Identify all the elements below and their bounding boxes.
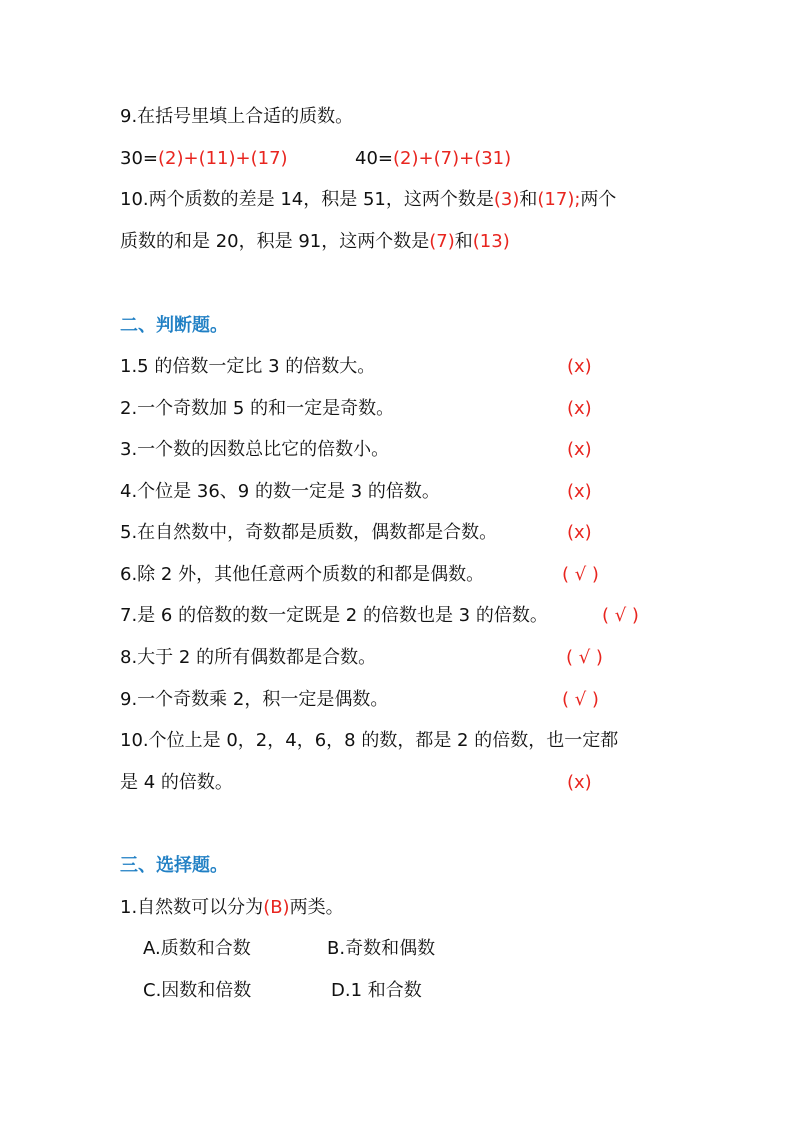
q10-text-a: 10.两个质数的差是 14，积是 51，这两个数是 <box>120 189 494 210</box>
judgement-item-4: 4.个位是 36、9 的数一定是 3 的倍数。 <box>120 481 440 502</box>
eq2-answer: (2)+(7)+(31) <box>393 148 512 169</box>
eq1-left: 30= <box>120 148 158 169</box>
q10-answer-3: (7) <box>429 231 455 252</box>
q10-text-c: 质数的和是 20，积是 91，这两个数是 <box>120 231 430 252</box>
choice-option-c: C.因数和倍数 <box>143 980 252 1001</box>
judgement-answer-5: (x) <box>567 522 592 543</box>
judgement-item-10-line1: 10.个位上是 0，2，4，6，8 的数，都是 2 的倍数，也一定都 <box>120 730 619 751</box>
q10-and-2: 和 <box>454 231 473 252</box>
question-9-text: 9.在括号里填上合适的质数。 <box>120 106 354 127</box>
choice-heading: 三、选择题。 <box>120 855 228 876</box>
choice-option-a: A.质数和合数 <box>143 938 251 959</box>
judgement-answer-9: ( √ ) <box>562 689 599 710</box>
judgement-item-3: 3.一个数的因数总比它的倍数小。 <box>120 439 390 460</box>
choice-q1-text-a: 1.自然数可以分为 <box>120 897 264 918</box>
judgement-item-8: 8.大于 2 的所有偶数都是合数。 <box>120 647 377 668</box>
question-10-line1 <box>120 188 616 212</box>
choice-option-b: B.奇数和偶数 <box>327 938 436 959</box>
judgement-item-1: 1.5 的倍数一定比 3 的倍数大。 <box>120 356 376 377</box>
judgement-answer-1: (x) <box>567 356 592 377</box>
judgement-answer-7: ( √ ) <box>602 605 639 626</box>
q10-answer-1: (3) <box>493 189 520 210</box>
judgement-answer-4: (x) <box>567 481 592 502</box>
choice-q1-answer: (B) <box>263 897 290 918</box>
choice-option-d: D.1 和合数 <box>331 980 422 1001</box>
q10-answer-4: (13) <box>472 231 510 252</box>
eq1-answer: (2)+(11)+(17) <box>158 148 288 169</box>
judgement-answer-2: (x) <box>567 398 592 419</box>
judgement-item-6: 6.除 2 外，其他任意两个质数的和都是偶数。 <box>120 564 485 585</box>
judgement-item-10-line2: 是 4 的倍数。 <box>120 772 233 793</box>
judgement-answer-8: ( √ ) <box>566 647 603 668</box>
question-9-equations <box>120 147 511 171</box>
q10-text-b: 两个 <box>580 189 617 210</box>
judgement-item-2: 2.一个奇数加 5 的和一定是奇数。 <box>120 398 395 419</box>
judgement-answer-3: (x) <box>567 439 592 460</box>
choice-q1-text-b: 两类。 <box>289 897 344 918</box>
judgement-answer-6: ( √ ) <box>562 564 599 585</box>
eq2-left: 40= <box>355 148 394 169</box>
judgement-answer-10: (x) <box>567 772 592 793</box>
judgement-item-9: 9.一个奇数乘 2，积一定是偶数。 <box>120 689 389 710</box>
judgement-item-7: 7.是 6 的倍数的数一定既是 2 的倍数也是 3 的倍数。 <box>120 605 548 626</box>
choice-question-1 <box>120 896 344 920</box>
judgement-heading: 二、判断题。 <box>120 315 228 336</box>
q10-and-1: 和 <box>519 189 538 210</box>
question-10-line2 <box>120 230 510 254</box>
judgement-item-5: 5.在自然数中，奇数都是质数，偶数都是合数。 <box>120 522 498 543</box>
q10-answer-2: (17); <box>537 189 581 210</box>
